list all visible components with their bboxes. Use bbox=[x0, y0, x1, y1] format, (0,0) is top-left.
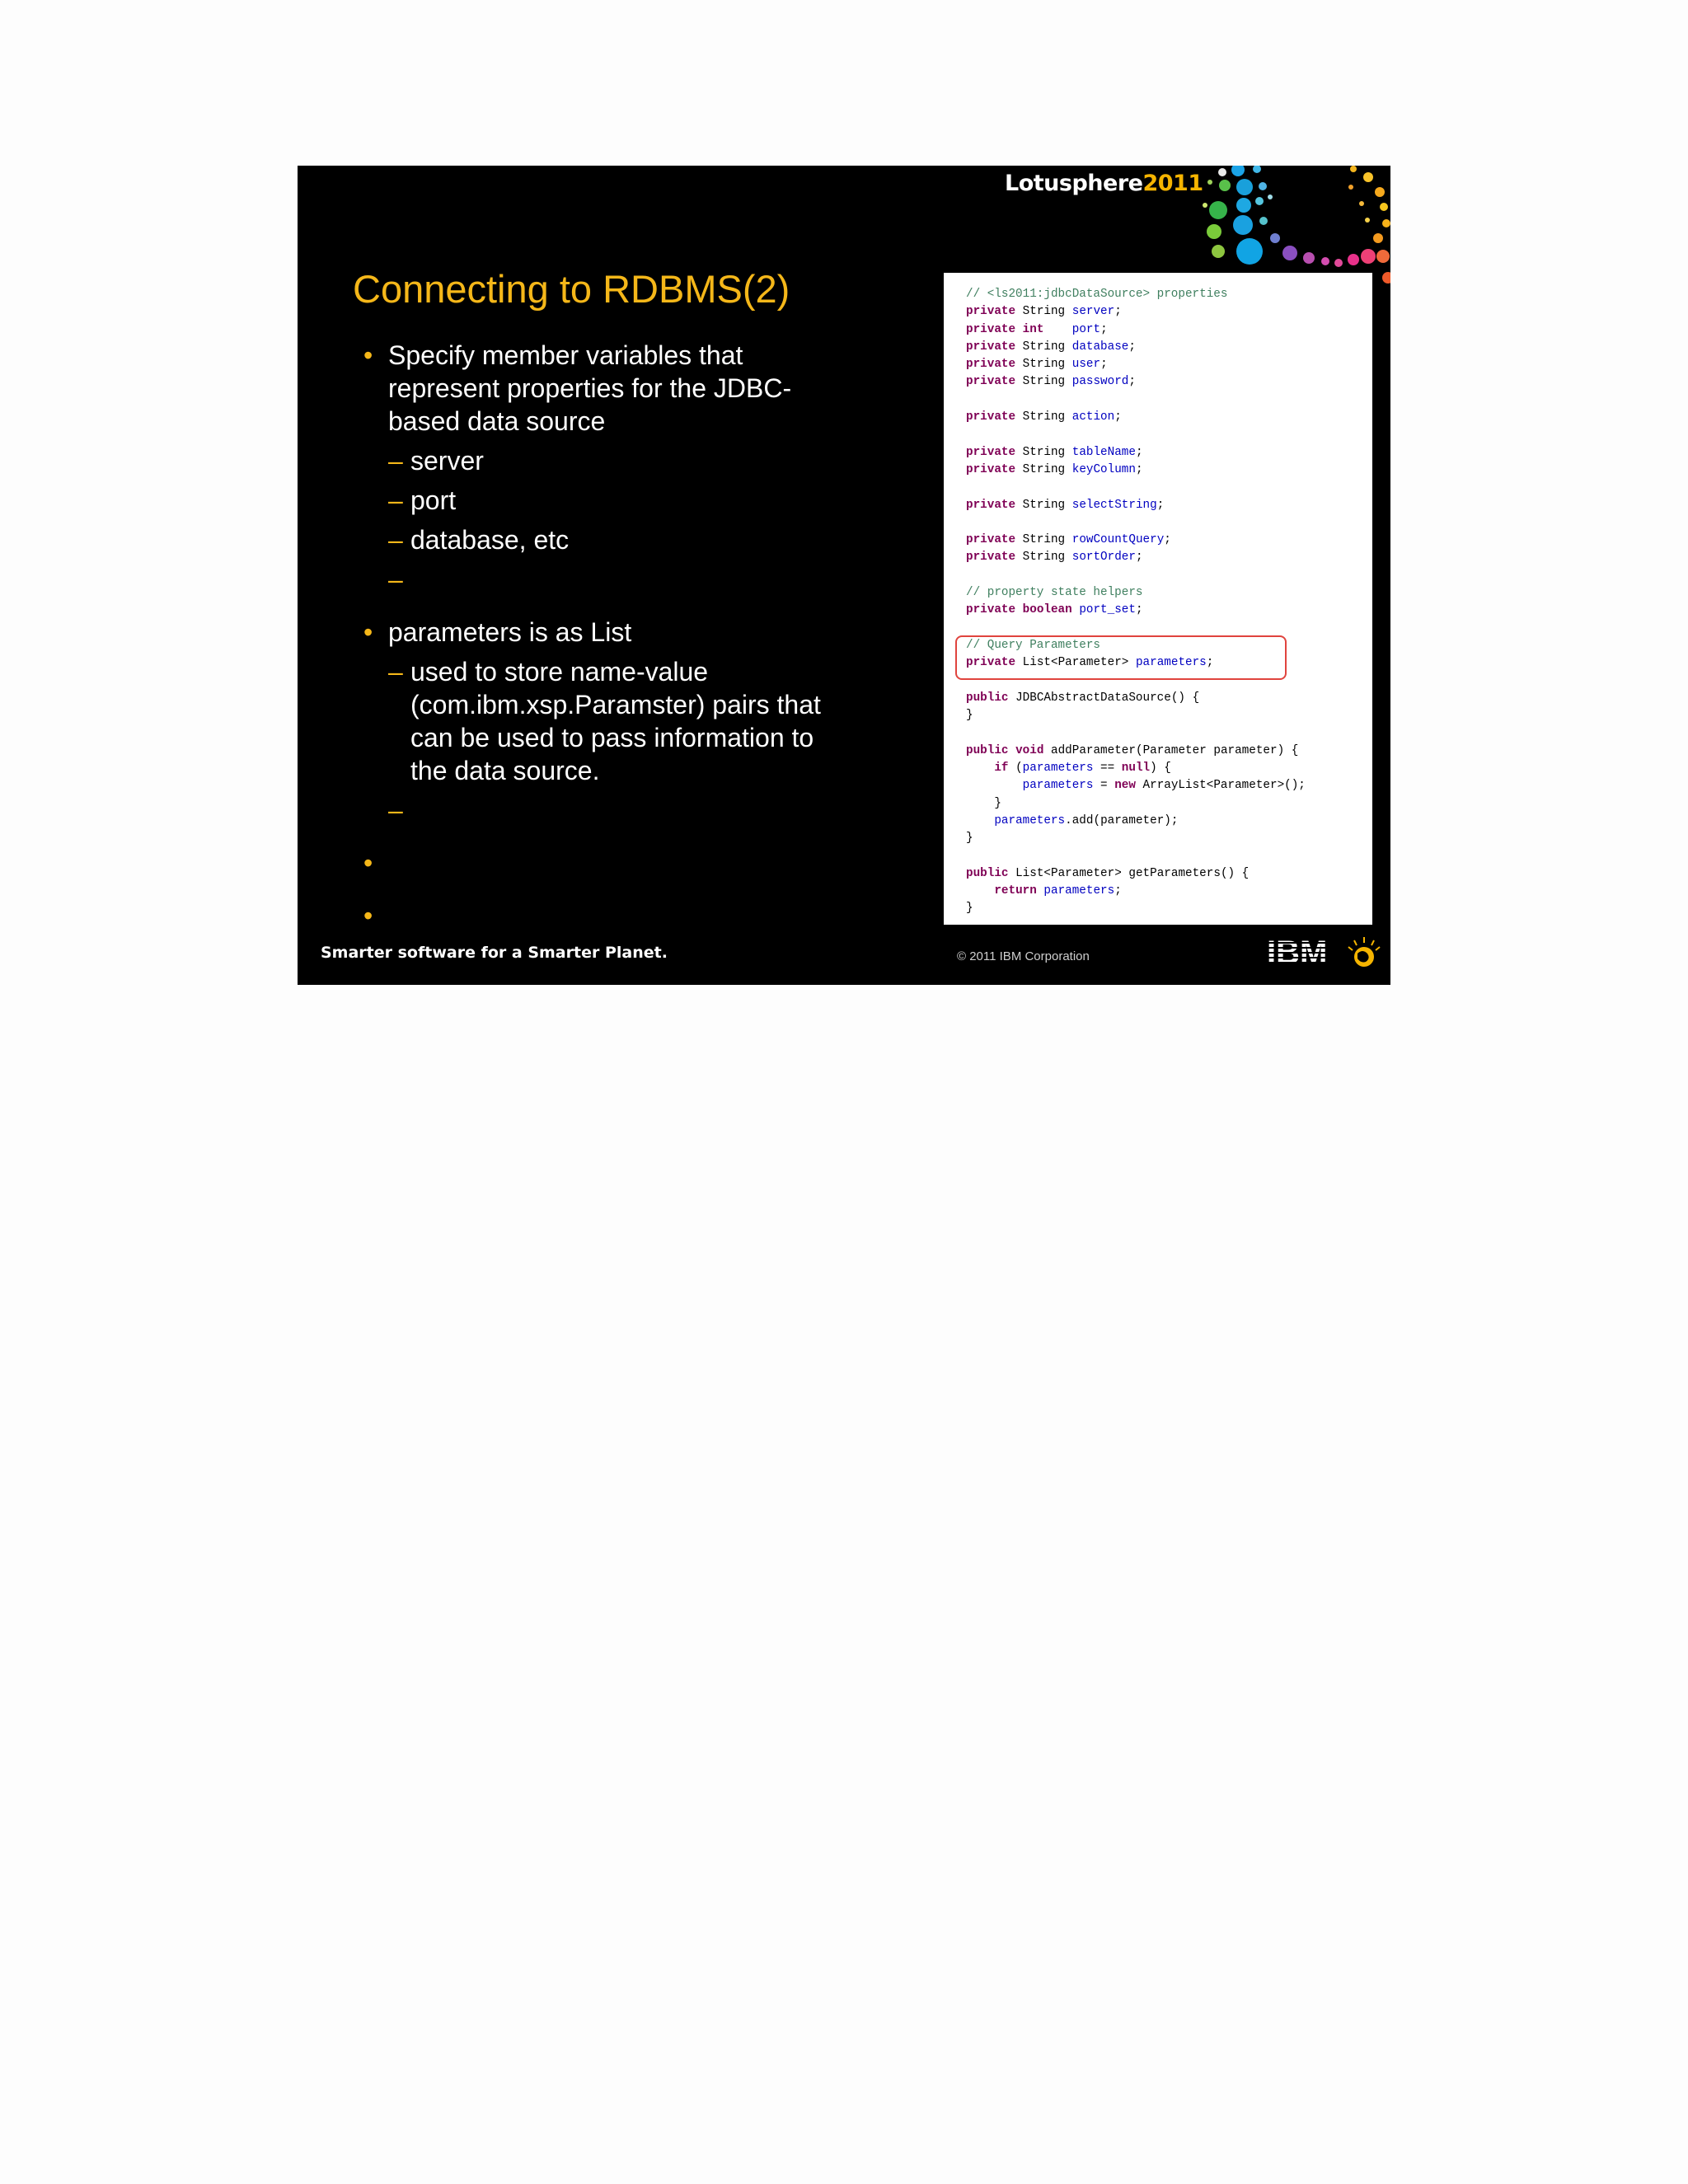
code-highlight-box bbox=[955, 635, 1287, 680]
code-line: // <ls2011:jdbcDataSource> properties bbox=[966, 288, 1228, 301]
sub-bullet-marker: – bbox=[388, 485, 403, 515]
code-line: } bbox=[966, 709, 973, 723]
code-line: private boolean port_set; bbox=[966, 603, 1143, 617]
code-line: public JDBCAbstractDataSource() { bbox=[966, 691, 1200, 705]
code-screenshot-panel bbox=[944, 273, 1372, 925]
code-line: private String password; bbox=[966, 375, 1136, 389]
sub-bullet-marker: – bbox=[388, 795, 403, 825]
code-line: private String database; bbox=[966, 340, 1136, 354]
sub-bullet-text: port bbox=[410, 485, 457, 515]
code-line: private int port; bbox=[966, 322, 1108, 336]
code-line bbox=[966, 479, 1306, 496]
code-line: private String selectString; bbox=[966, 498, 1165, 512]
bullet-marker: • bbox=[363, 848, 373, 878]
sub-bullet-item bbox=[363, 563, 825, 596]
lotusphere-logo: Lotusphere2011 bbox=[1005, 171, 1203, 196]
code-line bbox=[966, 567, 1306, 584]
code-line: // Query Parameters bbox=[966, 638, 1101, 652]
code-line bbox=[966, 620, 1306, 637]
code-line: } bbox=[966, 902, 973, 916]
code-line bbox=[966, 848, 1306, 865]
code-line bbox=[966, 514, 1306, 532]
sub-bullet-text: server bbox=[410, 446, 484, 476]
footer-copyright: © 2011 IBM Corporation bbox=[957, 949, 1090, 963]
code-line: // property state helpers bbox=[966, 586, 1143, 600]
bullet-marker: • bbox=[363, 901, 373, 930]
code-line: parameters = new ArrayList<Parameter>(); bbox=[1022, 779, 1306, 793]
bullet-marker: • bbox=[363, 340, 373, 370]
bullet-item bbox=[363, 846, 825, 879]
bullet-text: Specify member variables that represent properties for the JDBC-based data source bbox=[388, 340, 792, 436]
sub-bullet-item bbox=[363, 655, 825, 787]
slide bbox=[298, 166, 1390, 985]
code-line: public List<Parameter> getParameters() { bbox=[966, 866, 1250, 880]
code-block bbox=[966, 286, 1306, 918]
code-line: private String keyColumn; bbox=[966, 462, 1143, 476]
code-line: private String rowCountQuery; bbox=[966, 533, 1171, 547]
code-line: private String server; bbox=[966, 305, 1122, 319]
footer-tagline: Smarter software for a Smarter Planet. bbox=[321, 944, 668, 962]
sub-bullet-item bbox=[363, 523, 825, 556]
bullet-text: parameters is as List bbox=[388, 617, 632, 647]
code-line bbox=[966, 724, 1306, 742]
code-line: private String action; bbox=[966, 410, 1122, 424]
sub-bullet-item bbox=[363, 484, 825, 517]
code-line: private String tableName; bbox=[966, 445, 1143, 459]
code-line: parameters.add(parameter); bbox=[994, 813, 1179, 827]
code-line bbox=[966, 426, 1306, 443]
code-line: } bbox=[966, 796, 1001, 810]
code-line: private List<Parameter> parameters; bbox=[966, 656, 1214, 670]
bullet-item bbox=[363, 616, 825, 649]
decorative-dots-graphic bbox=[1192, 166, 1390, 289]
bullet-item bbox=[363, 339, 825, 438]
code-line: public void addParameter(Parameter parameter) { bbox=[966, 743, 1299, 757]
code-line: private String user; bbox=[966, 358, 1108, 372]
bullet-item bbox=[363, 899, 825, 932]
sub-bullet-marker: – bbox=[388, 525, 403, 555]
sub-bullet-marker: – bbox=[388, 565, 403, 594]
bullet-marker: • bbox=[363, 617, 373, 647]
sub-bullet-item bbox=[363, 794, 825, 827]
code-line bbox=[966, 391, 1306, 409]
sub-bullet-marker: – bbox=[388, 446, 403, 476]
code-line: return parameters; bbox=[994, 884, 1122, 898]
code-line: private String sortOrder; bbox=[966, 551, 1143, 565]
code-line: if (parameters == null) { bbox=[994, 762, 1171, 776]
bullet-list bbox=[363, 339, 825, 932]
sub-bullet-marker: – bbox=[388, 657, 403, 687]
sub-bullet-text: database, etc bbox=[410, 525, 570, 555]
code-line: } bbox=[966, 832, 973, 846]
ibm-logo-icon bbox=[1267, 935, 1381, 970]
slide-title: Connecting to RDBMS(2) bbox=[353, 267, 790, 311]
sub-bullet-text: used to store name-value (com.ibm.xsp.Paramster) pairs that can be used to pass information to the data source. bbox=[410, 657, 821, 785]
sub-bullet-item bbox=[363, 444, 825, 477]
